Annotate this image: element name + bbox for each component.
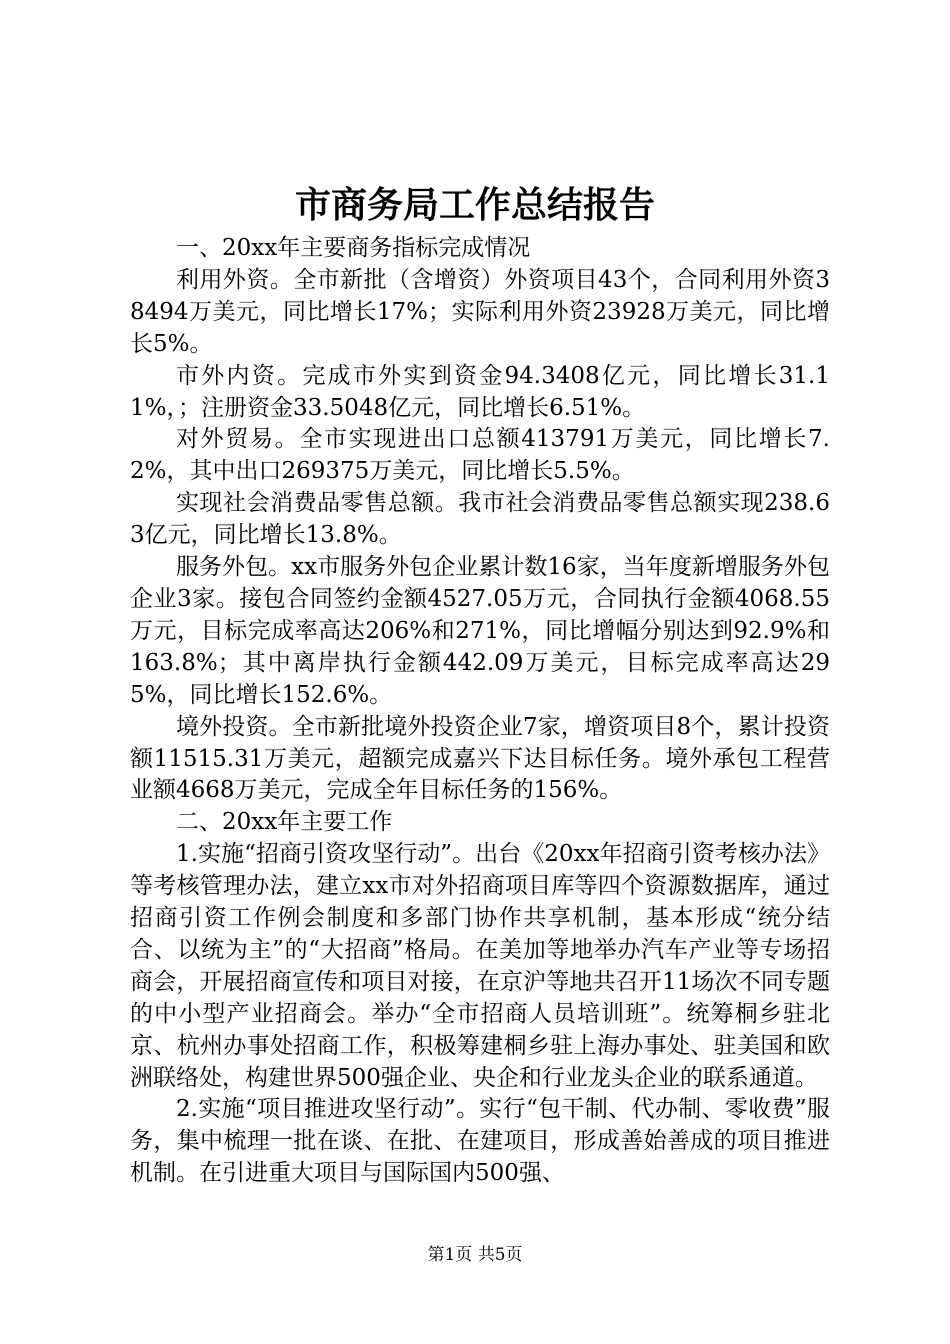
paragraph-foreign-trade: 对外贸易。全市实现进出口总额413791万美元，同比增长7.2%，其中出口269375万美元，同比增长5.5%。 <box>130 426 830 485</box>
section-heading-2: 二、20xx年主要工作 <box>176 809 393 836</box>
paragraph-foreign-investment: 利用外资。全市新批（含增资）外资项目43个，合同利用外资38494万美元，同比增长17%；实际利用外资23928万美元，同比增长5%。 <box>130 266 830 357</box>
page-footer: 第1页 共5页 <box>427 1245 523 1265</box>
paragraph-overseas-investment: 境外投资。全市新批境外投资企业7家，增资项目8个，累计投资额11515.31万美元，超额完成嘉兴下达目标任务。境外承包工程营业额4668万美元，完成全年目标任务的156%。 <box>130 713 830 804</box>
paragraph-investment-campaign: 1.实施“招商引资攻坚行动”。出台《20xx年招商引资考核办法》等考核管理办法，建立xx市对外招商项目库等四个资源数据库，通过招商引资工作例会制度和多部门协作共享机制，基本形成“统分结合、以统为主”的“大招商”格局。在美加等地举办汽车产业等专场招商会，开展招商宣传和项目对接，在京沪等地共召开11场次不同专题的中小型产业招商会。举办“全市招商人员培训班”。统筹桐乡驻北京、杭州办事处招商工作，积极筹建桐乡驻上海办事处、驻美国和欧洲联络处，构建世界500强企业、央企和行业龙头企业的联系通道。 <box>130 841 830 1091</box>
section-heading-1: 一、20xx年主要商务指标完成情况 <box>176 235 531 261</box>
document-body <box>130 233 830 1190</box>
paragraph-retail-sales: 实现社会消费品零售总额。我市社会消费品零售总额实现238.63亿元，同比增长13.8%。 <box>130 490 830 549</box>
paragraph-service-outsourcing: 服务外包。xx市服务外包企业累计数16家，当年度新增服务外包企业3家。接包合同签约金额4527.05万元，合同执行金额4068.55万元，目标完成率高达206%和271%，同比增幅分别达到92.9%和163.8%；其中离岸执行金额442.09万美元，目标完成率高达295%，同比增长152.6%。 <box>130 554 830 708</box>
document-title: 市商务局工作总结报告 <box>294 184 655 226</box>
paragraph-domestic-investment: 市外内资。完成市外实到资金94.3408亿元，同比增长31.11%，；注册资金33.5048亿元，同比增长6.51%。 <box>130 362 830 421</box>
paragraph-project-campaign: 2.实施“项目推进攻坚行动”。实行“包干制、代办制、零收费”服务，集中梳理一批在谈、在批、在建项目，形成善始善成的项目推进机制。在引进重大项目与国际国内500强、 <box>130 1096 830 1187</box>
